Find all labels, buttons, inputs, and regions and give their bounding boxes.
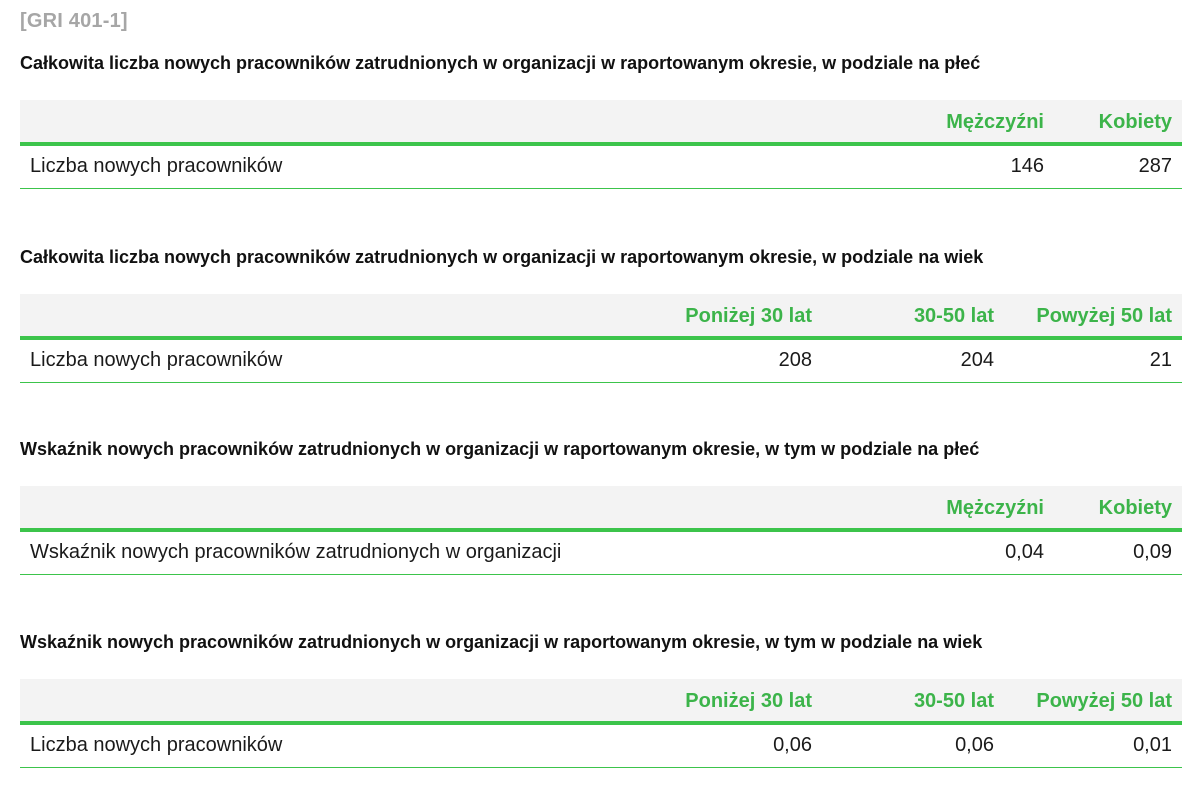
section-title: Całkowita liczba nowych pracowników zatrudnionych w organizacji w raportowanym okresie, w podziale na płeć bbox=[20, 53, 981, 73]
row-label: Liczba nowych pracowników bbox=[20, 144, 924, 188]
row-label: Liczba nowych pracowników bbox=[20, 338, 622, 382]
section-title: Całkowita liczba nowych pracowników zatrudnionych w organizacji w raportowanym okresie, w podziale na wiek bbox=[20, 247, 984, 267]
row-label: Liczba nowych pracowników bbox=[20, 723, 622, 767]
row-label: Wskaźnik nowych pracowników zatrudnionych w organizacji bbox=[20, 530, 924, 574]
section-title: Wskaźnik nowych pracowników zatrudnionych w organizacji w raportowanym okresie, w tym w podziale na wiek bbox=[20, 632, 983, 652]
section-new-employees-gender bbox=[20, 52, 1182, 189]
value-over-50: 21 bbox=[1004, 338, 1182, 382]
column-header-30-50: 30-50 lat bbox=[822, 679, 1004, 723]
value-women: 287 bbox=[1054, 144, 1182, 188]
column-header-under-30: Poniżej 30 lat bbox=[622, 679, 822, 723]
section-hire-rate-gender bbox=[20, 438, 1182, 575]
value-30-50: 204 bbox=[822, 338, 1004, 382]
header-empty-cell bbox=[20, 679, 622, 723]
column-header-men: Mężczyźni bbox=[924, 100, 1054, 144]
hire-rate-age-table bbox=[20, 679, 1182, 768]
value-under-30: 208 bbox=[622, 338, 822, 382]
column-header-under-30: Poniżej 30 lat bbox=[622, 294, 822, 338]
new-employees-gender-table bbox=[20, 100, 1182, 189]
value-under-30: 0,06 bbox=[622, 723, 822, 767]
value-women: 0,09 bbox=[1054, 530, 1182, 574]
column-header-women: Kobiety bbox=[1054, 486, 1182, 530]
section-new-employees-age bbox=[20, 246, 1182, 383]
section-hire-rate-age bbox=[20, 631, 1182, 768]
table-row bbox=[20, 530, 1182, 574]
header-empty-cell bbox=[20, 100, 924, 144]
table-header-row bbox=[20, 100, 1182, 144]
header-empty-cell bbox=[20, 294, 622, 338]
value-men: 146 bbox=[924, 144, 1054, 188]
column-header-30-50: 30-50 lat bbox=[822, 294, 1004, 338]
section-title: Wskaźnik nowych pracowników zatrudnionych w organizacji w raportowanym okresie, w tym w podziale na płeć bbox=[20, 439, 980, 459]
gri-reference: [GRI 401-1] bbox=[20, 10, 128, 32]
new-employees-age-table bbox=[20, 294, 1182, 383]
value-men: 0,04 bbox=[924, 530, 1054, 574]
value-over-50: 0,01 bbox=[1004, 723, 1182, 767]
value-30-50: 0,06 bbox=[822, 723, 1004, 767]
header-empty-cell bbox=[20, 486, 924, 530]
table-row bbox=[20, 144, 1182, 188]
column-header-over-50: Powyżej 50 lat bbox=[1004, 679, 1182, 723]
column-header-men: Mężczyźni bbox=[924, 486, 1054, 530]
table-row bbox=[20, 338, 1182, 382]
table-row bbox=[20, 723, 1182, 767]
column-header-over-50: Powyżej 50 lat bbox=[1004, 294, 1182, 338]
table-header-row bbox=[20, 294, 1182, 338]
table-header-row bbox=[20, 679, 1182, 723]
hire-rate-gender-table bbox=[20, 486, 1182, 575]
table-header-row bbox=[20, 486, 1182, 530]
column-header-women: Kobiety bbox=[1054, 100, 1182, 144]
